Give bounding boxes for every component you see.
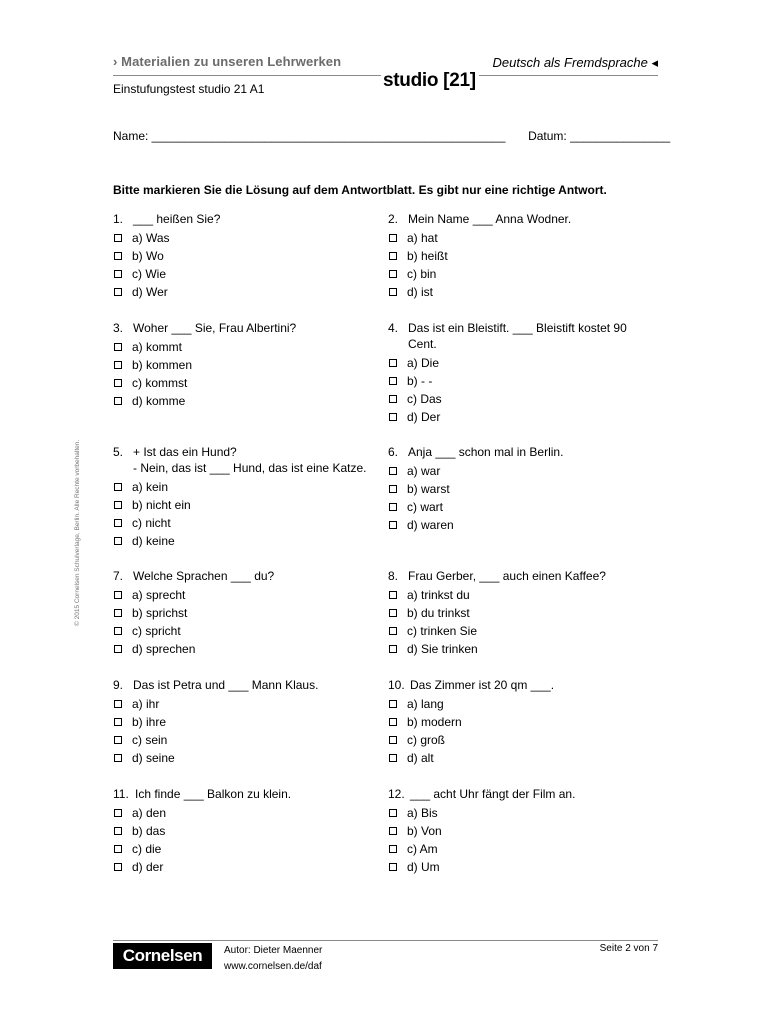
answer-option[interactable]: [388, 749, 653, 767]
checkbox-icon[interactable]: [389, 736, 397, 744]
checkbox-icon[interactable]: [389, 754, 397, 762]
answer-label: a) lang: [407, 697, 444, 711]
answer-option[interactable]: [113, 265, 378, 283]
footer-author-block: [224, 943, 322, 975]
checkbox-icon[interactable]: [114, 827, 122, 835]
checkbox-icon[interactable]: [389, 413, 397, 421]
question-prompt: [388, 677, 653, 693]
question-prompt: [388, 786, 653, 802]
answer-label: b) modern: [407, 715, 462, 729]
checkbox-icon[interactable]: [389, 234, 397, 242]
answer-label: b) sprichst: [132, 606, 188, 620]
answer-option[interactable]: [388, 695, 653, 713]
question-prompt: [388, 211, 653, 227]
checkbox-icon[interactable]: [389, 288, 397, 296]
question-number: 4.: [388, 321, 399, 335]
answer-label: c) Am: [407, 842, 438, 856]
answer-label: c) Wie: [132, 267, 166, 281]
answer-label: d) Der: [407, 410, 441, 424]
question-number: 5.: [113, 445, 124, 459]
checkbox-icon[interactable]: [114, 718, 122, 726]
checkbox-icon[interactable]: [389, 627, 397, 635]
answer-label: c) bin: [407, 267, 437, 281]
answer-option[interactable]: [113, 731, 378, 749]
checkbox-icon[interactable]: [389, 700, 397, 708]
checkbox-icon[interactable]: [114, 483, 122, 491]
answer-option[interactable]: [113, 604, 378, 622]
answer-option[interactable]: [388, 247, 653, 265]
question-number: 9.: [113, 678, 124, 692]
footer-divider: [113, 940, 658, 941]
answer-label: b) ihre: [132, 715, 167, 729]
answer-option[interactable]: [113, 496, 378, 514]
answer-label: d) komme: [132, 394, 186, 408]
answer-option[interactable]: [388, 408, 653, 426]
checkbox-icon[interactable]: [389, 645, 397, 653]
question-text: Welche Sprachen ___ du?: [133, 569, 275, 583]
checkbox-icon[interactable]: [114, 519, 122, 527]
checkbox-icon[interactable]: [114, 379, 122, 387]
answer-label: b) du trinkst: [407, 606, 470, 620]
answer-option[interactable]: [113, 622, 378, 640]
answer-option[interactable]: [113, 532, 378, 550]
answer-option[interactable]: [388, 840, 653, 858]
question-number: 3.: [113, 321, 124, 335]
checkbox-icon[interactable]: [389, 467, 397, 475]
checkbox-icon[interactable]: [389, 609, 397, 617]
answer-option[interactable]: [388, 858, 653, 876]
answer-label: d) Um: [407, 860, 440, 874]
instructions: Bitte markieren Sie die Lösung auf dem Antwortblatt. Es gibt nur eine richtige Antwort.: [113, 183, 607, 197]
question-prompt: [113, 444, 378, 476]
checkbox-icon[interactable]: [114, 343, 122, 351]
question-number: 7.: [113, 569, 124, 583]
question-number: 2.: [388, 212, 399, 226]
question-12: [388, 786, 653, 876]
checkbox-icon[interactable]: [114, 288, 122, 296]
answer-option[interactable]: [113, 586, 378, 604]
checkbox-icon[interactable]: [114, 501, 122, 509]
question-text: + Ist das ein Hund? - Nein, das ist ___ Hund, das ist eine Katze.: [133, 445, 367, 475]
question-prompt: [388, 444, 653, 460]
answer-label: c) sein: [132, 733, 168, 747]
answer-option[interactable]: [388, 640, 653, 658]
answer-label: c) nicht: [132, 516, 171, 530]
checkbox-icon[interactable]: [114, 809, 122, 817]
answer-option[interactable]: [388, 229, 653, 247]
answer-label: d) keine: [132, 534, 175, 548]
question-8: [388, 568, 653, 658]
checkbox-icon[interactable]: [389, 827, 397, 835]
answer-label: a) Was: [132, 231, 170, 245]
studio21-logo: studio [21]: [381, 70, 479, 92]
answer-option[interactable]: [113, 858, 378, 876]
answer-option[interactable]: [388, 498, 653, 516]
question-prompt: [388, 320, 653, 352]
checkbox-icon[interactable]: [389, 252, 397, 260]
question-text: Anja ___ schon mal in Berlin.: [408, 445, 564, 459]
question-1: [113, 211, 378, 301]
answer-label: c) spricht: [132, 624, 181, 638]
question-text: ___ acht Uhr fängt der Film an.: [410, 787, 576, 801]
question-text: ___ heißen Sie?: [133, 212, 221, 226]
website-link[interactable]: www.cornelsen.de/daf: [224, 961, 322, 972]
checkbox-icon[interactable]: [389, 521, 397, 529]
question-number: 10.: [388, 678, 405, 692]
checkbox-icon[interactable]: [114, 270, 122, 278]
question-6: [388, 444, 653, 534]
checkbox-icon[interactable]: [114, 845, 122, 853]
question-prompt: [388, 568, 653, 584]
answer-label: c) die: [132, 842, 162, 856]
answer-option[interactable]: [388, 586, 653, 604]
copyright-note: © 2015 Cornelsen Schulverlage, Berlin. Alle Rechte vorbehalten.: [74, 439, 81, 626]
answer-label: c) Das: [407, 392, 442, 406]
date-field[interactable]: Datum: _______________: [528, 129, 671, 143]
question-text: Ich finde ___ Balkon zu klein.: [135, 787, 292, 801]
answer-label: d) sprechen: [132, 642, 196, 656]
name-field[interactable]: Name: _____________________________________________________: [113, 129, 506, 143]
answer-label: b) Von: [407, 824, 442, 838]
answer-option[interactable]: [388, 731, 653, 749]
answer-option[interactable]: [388, 480, 653, 498]
checkbox-icon[interactable]: [389, 591, 397, 599]
checkbox-icon[interactable]: [389, 395, 397, 403]
answer-option[interactable]: [113, 514, 378, 532]
answer-label: a) kein: [132, 480, 169, 494]
answer-label: a) Die: [407, 356, 440, 370]
answer-label: a) hat: [407, 231, 438, 245]
question-11: [113, 786, 378, 876]
series-title: › Materialien zu unseren Lehrwerken: [113, 54, 342, 69]
answer-label: c) groß: [407, 733, 446, 747]
question-2: [388, 211, 653, 301]
checkbox-icon[interactable]: [389, 718, 397, 726]
answer-label: c) kommst: [132, 376, 188, 390]
question-number: 1.: [113, 212, 124, 226]
cornelsen-logo: Cornelsen: [113, 943, 212, 969]
answer-label: b) Wo: [132, 249, 164, 263]
checkbox-icon[interactable]: [389, 809, 397, 817]
answer-option[interactable]: [113, 804, 378, 822]
answer-label: a) sprecht: [132, 588, 186, 602]
answer-option[interactable]: [113, 392, 378, 410]
question-4: [388, 320, 653, 426]
question-prompt: [113, 211, 378, 227]
answer-option[interactable]: [388, 804, 653, 822]
answer-option[interactable]: [388, 713, 653, 731]
checkbox-icon[interactable]: [114, 234, 122, 242]
question-prompt: [113, 677, 378, 693]
answer-label: a) ihr: [132, 697, 160, 711]
answer-label: a) Bis: [407, 806, 438, 820]
checkbox-icon[interactable]: [114, 537, 122, 545]
question-text: Frau Gerber, ___ auch einen Kaffee?: [408, 569, 606, 583]
answer-label: b) das: [132, 824, 166, 838]
checkbox-icon[interactable]: [114, 627, 122, 635]
answer-option[interactable]: [388, 283, 653, 301]
checkbox-icon[interactable]: [114, 754, 122, 762]
checkbox-icon[interactable]: [114, 397, 122, 405]
answer-option[interactable]: [388, 390, 653, 408]
test-title: Einstufungstest studio 21 A1: [113, 82, 265, 96]
question-text: Woher ___ Sie, Frau Albertini?: [133, 321, 297, 335]
checkbox-icon[interactable]: [114, 252, 122, 260]
checkbox-icon[interactable]: [114, 591, 122, 599]
subject-title: Deutsch als Fremdsprache ◂: [492, 55, 658, 70]
name-date-row: [113, 129, 671, 143]
answer-label: d) waren: [407, 518, 454, 532]
answer-label: d) ist: [407, 285, 434, 299]
answer-label: b) - -: [407, 374, 433, 388]
answer-option[interactable]: [113, 478, 378, 496]
checkbox-icon[interactable]: [114, 863, 122, 871]
answer-option[interactable]: [388, 265, 653, 283]
checkbox-icon[interactable]: [114, 609, 122, 617]
answer-label: b) warst: [407, 482, 450, 496]
answer-option[interactable]: [113, 695, 378, 713]
answer-option[interactable]: [113, 822, 378, 840]
answer-option[interactable]: [113, 840, 378, 858]
answer-option[interactable]: [388, 622, 653, 640]
author-name: Autor: Dieter Maenner: [224, 945, 323, 956]
question-5: [113, 444, 378, 550]
checkbox-icon[interactable]: [389, 270, 397, 278]
answer-label: d) Wer: [132, 285, 168, 299]
answer-label: d) seine: [132, 751, 175, 765]
checkbox-icon[interactable]: [114, 645, 122, 653]
answer-label: d) alt: [407, 751, 434, 765]
question-7: [113, 568, 378, 658]
answer-label: c) trinken Sie: [407, 624, 478, 638]
answer-label: b) nicht ein: [132, 498, 191, 512]
answer-option[interactable]: [113, 283, 378, 301]
answer-option[interactable]: [113, 749, 378, 767]
question-text: Das ist Petra und ___ Mann Klaus.: [133, 678, 319, 692]
checkbox-icon[interactable]: [389, 503, 397, 511]
page-number: Seite 2 von 7: [599, 943, 658, 954]
answer-label: b) kommen: [132, 358, 193, 372]
answer-label: a) trinkst du: [407, 588, 470, 602]
answer-option[interactable]: [388, 354, 653, 372]
question-text: Mein Name ___ Anna Wodner.: [408, 212, 572, 226]
answer-label: d) der: [132, 860, 164, 874]
question-number: 12.: [388, 787, 405, 801]
answer-option[interactable]: [113, 338, 378, 356]
answer-option[interactable]: [113, 713, 378, 731]
answer-option[interactable]: [388, 516, 653, 534]
checkbox-icon[interactable]: [114, 700, 122, 708]
answer-label: a) den: [132, 806, 167, 820]
question-prompt: [113, 320, 378, 336]
question-number: 8.: [388, 569, 399, 583]
checkbox-icon[interactable]: [389, 845, 397, 853]
question-prompt: [113, 568, 378, 584]
answer-label: a) war: [407, 464, 441, 478]
answer-option[interactable]: [388, 372, 653, 390]
question-text: Das Zimmer ist 20 qm ___.: [410, 678, 555, 692]
question-10: [388, 677, 653, 767]
answer-option[interactable]: [113, 229, 378, 247]
checkbox-icon[interactable]: [389, 485, 397, 493]
checkbox-icon[interactable]: [389, 359, 397, 367]
answer-label: d) Sie trinken: [407, 642, 478, 656]
checkbox-icon[interactable]: [114, 361, 122, 369]
question-9: [113, 677, 378, 767]
checkbox-icon[interactable]: [389, 863, 397, 871]
checkbox-icon[interactable]: [389, 377, 397, 385]
question-3: [113, 320, 378, 410]
question-number: 6.: [388, 445, 399, 459]
answer-label: a) kommt: [132, 340, 183, 354]
answer-label: c) wart: [407, 500, 443, 514]
answer-option[interactable]: [388, 462, 653, 480]
question-number: 11.: [113, 787, 129, 801]
answer-option[interactable]: [388, 604, 653, 622]
question-text: Das ist ein Bleistift. ___ Bleistift kostet 90 Cent.: [408, 321, 627, 351]
answer-label: b) heißt: [407, 249, 448, 263]
checkbox-icon[interactable]: [114, 736, 122, 744]
answer-option[interactable]: [113, 374, 378, 392]
answer-option[interactable]: [113, 640, 378, 658]
answer-option[interactable]: [113, 356, 378, 374]
answer-option[interactable]: [113, 247, 378, 265]
answer-option[interactable]: [388, 822, 653, 840]
question-prompt: [113, 786, 378, 802]
